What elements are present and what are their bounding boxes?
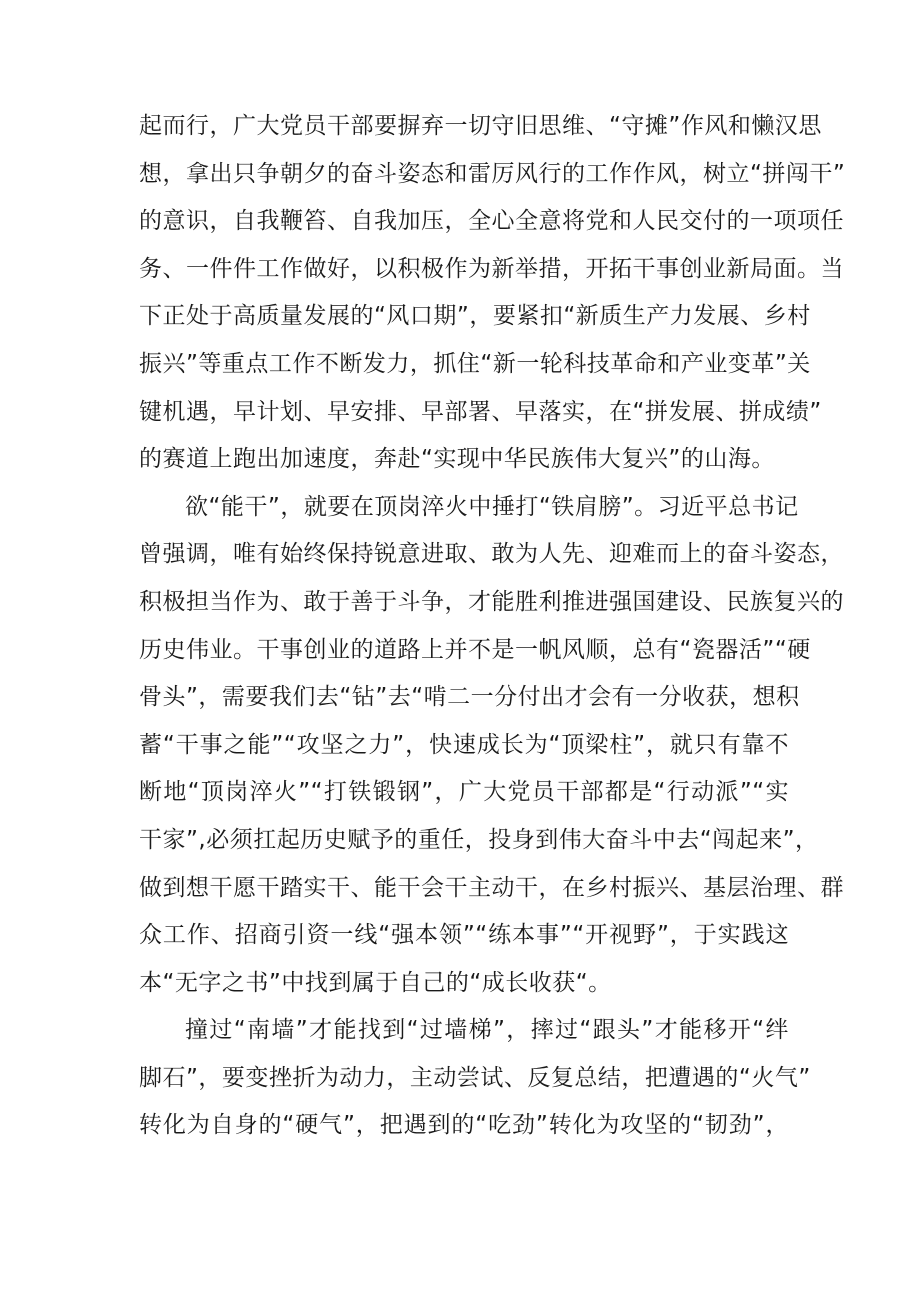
text-line: 键机遇，早计划、早安排、早部署、早落实，在“拼发展、拼成绩” <box>139 398 822 425</box>
paragraph-1 <box>139 103 846 484</box>
text-line: 蓄“干事之能”“攻坚之力”，快速成长为“顶梁柱”，就只有靠不 <box>139 731 789 758</box>
paragraph-2 <box>139 484 844 1008</box>
text-line: 转化为自身的“硬气”，把遇到的“吃劲”转化为攻坚的“韧劲”， <box>139 1112 789 1139</box>
text-line: 历史伟业。干事创业的道路上并不是一帆风顺，总有“瓷器活”“硬 <box>139 636 811 663</box>
text-line: 众工作、招商引资一线“强本领”“练本事”“开视野”，于实践这 <box>139 922 789 949</box>
text-line: 断地“顶岗淬火”“打铁锻钢”，广大党员干部都是“行动派”“实 <box>139 779 789 806</box>
text-line: 振兴”等重点工作不断发力，抓住“新一轮科技革命和产业变革”关 <box>139 350 811 377</box>
text-line: 做到想干愿干踏实干、能干会干主动干，在乡村振兴、基层治理、群 <box>139 874 844 901</box>
text-line: 想，拿出只争朝夕的奋斗姿态和雷厉风行的工作作风，树立“拼闯干” <box>139 160 846 187</box>
text-line: 曾强调，唯有始终保持锐意进取、敢为人先、迎难而上的奋斗姿态， <box>139 541 844 568</box>
text-line: 的意识，自我鞭笞、自我加压，全心全意将党和人民交付的一项项任 <box>139 208 844 235</box>
text-line: 骨头”，需要我们去“钻”去“啃二一分付出才会有一分收获，想积 <box>139 684 800 711</box>
paragraph-3 <box>139 1007 811 1150</box>
text-line: 脚石”，要变挫折为动力，主动尝试、反复总结，把遭遇的“火气” <box>139 1064 811 1091</box>
text-line: 起而行，广大党员干部要摒弃一切守旧思维、“守摊”作风和懒汉思 <box>139 113 822 139</box>
text-line: 欲“能干”，就要在顶岗淬火中捶打“铁肩膀”。习近平总书记 <box>185 493 799 520</box>
text-line: 干家”,必须扛起历史赋予的重任，投身到伟大奋斗中去“闯起来”， <box>139 826 819 853</box>
text-line: 下正处于高质量发展的“风口期”，要紧扣“新质生产力发展、乡村 <box>139 303 811 330</box>
text-line: 务、一件件工作做好，以积极作为新举措，开拓干事创业新局面。当 <box>139 255 844 282</box>
text-line: 的赛道上跑出加速度，奔赴“实现中华民族伟大复兴”的山海。 <box>139 446 775 473</box>
text-line: 本“无字之书”中找到属于自己的“成长收获“。 <box>139 969 612 996</box>
text-line: 积极担当作为、敢于善于斗争，才能胜利推进强国建设、民族复兴的 <box>139 588 844 615</box>
body-text <box>139 103 846 1150</box>
text-line: 撞过“南墙”才能找到“过墙梯”，摔过“跟头”才能移开“绊 <box>185 1017 789 1044</box>
